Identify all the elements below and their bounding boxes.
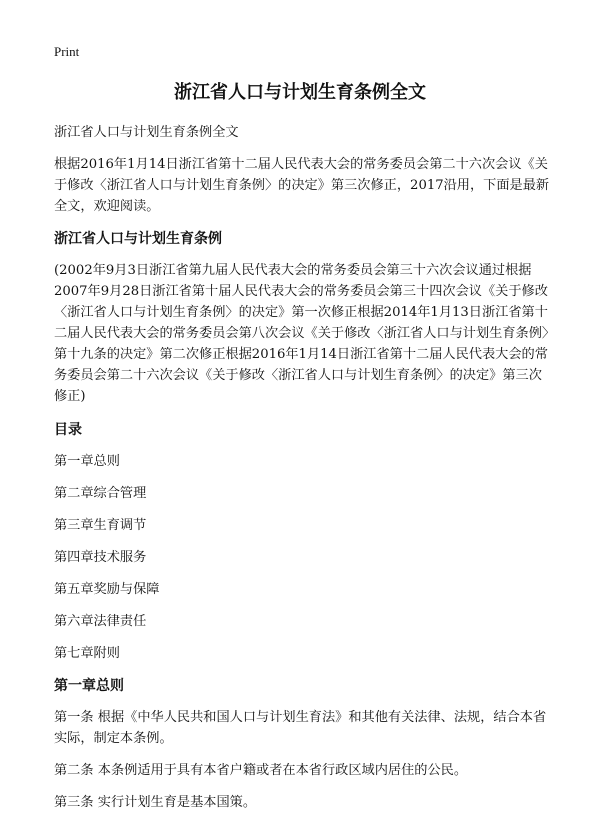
toc-item-chapter-4: 第四章技术服务: [54, 550, 147, 565]
toc-item-chapter-5: 第五章奖励与保障: [54, 582, 160, 597]
document-body: [54, 122, 550, 824]
toc-item-chapter-1: 第一章总则: [54, 454, 120, 469]
print-link[interactable]: Print: [54, 44, 80, 59]
table-of-contents: [54, 451, 550, 664]
article-2: 第二条 本条例适用于具有本省户籍或者在本省行政区域内居住的公民。: [54, 763, 468, 778]
toc-heading: 目录: [54, 422, 82, 438]
toc-item-chapter-2: 第二章综合管理: [54, 486, 147, 501]
document-subtitle: 浙江省人口与计划生育条例全文: [54, 125, 239, 140]
intro-paragraph: 根据2016年1月14日浙江省第十二届人民代表大会的常务委员会第二十六次会议《关于修改〈浙江省人口与计划生育条例〉的决定》第三次修正，2017沿用，下面是最新全文，欢迎阅读。: [54, 157, 550, 214]
article-3: 第三条 实行计划生育是基本国策。: [54, 795, 257, 810]
page-title: 浙江省人口与计划生育条例全文: [174, 82, 426, 103]
amendment-history: (2002年9月3日浙江省第九届人民代表大会的常务委员会第三十六次会议通过根据2007年9月28日浙江省第十届人民代表大会的常务委员会第三十四次会议《关于修改〈浙江省人口与计划生育条例〉的决定》第一次修正根据2014年1月13日浙江省第十二届人民代表大会的常务委员会第八次会议《关于修改〈浙江省人口与计划生育条例〉第十九条的决定》第二次修正根据2016年1月14日浙江省第十二届人民代表大会的常务委员会第二十六次会议《关于修改〈浙江省人口与计划生育条例〉的决定》第三次修正): [54, 263, 549, 404]
chapter-1-heading: 第一章总则: [54, 678, 124, 694]
toc-item-chapter-7: 第七章附则: [54, 646, 120, 661]
article-1: 第一条 根据《中华人民共和国人口与计划生育法》和其他有关法律、法规，结合本省实际，制定本条例。: [54, 710, 547, 746]
law-heading: 浙江省人口与计划生育条例: [54, 231, 222, 247]
toc-item-chapter-3: 第三章生育调节: [54, 518, 147, 533]
toc-item-chapter-6: 第六章法律责任: [54, 614, 147, 629]
